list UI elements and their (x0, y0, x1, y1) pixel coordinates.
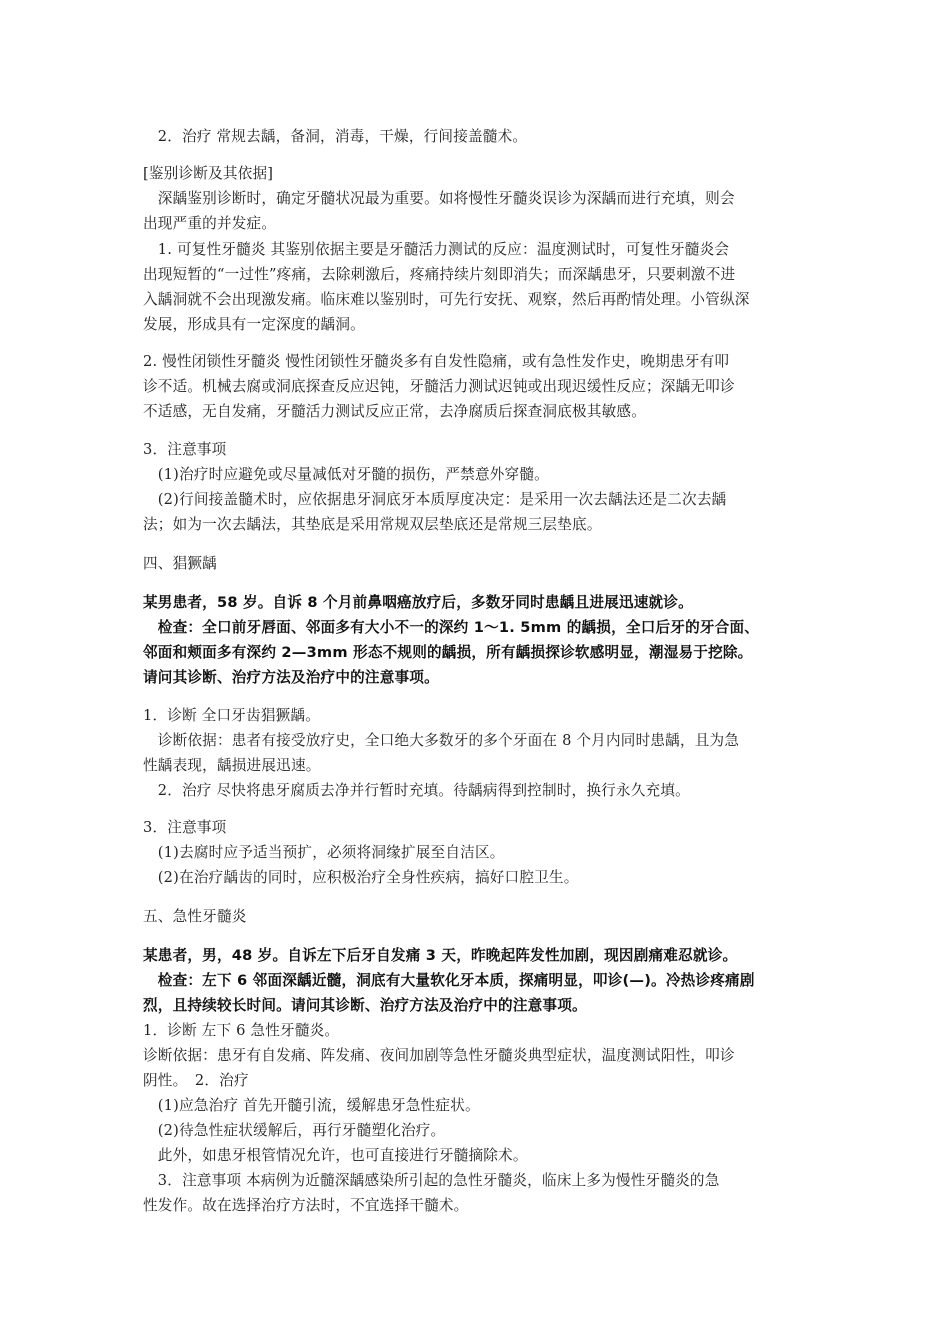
text-line: (2)行间接盖髓术时，应依据患牙洞底牙本质厚度决定：是采用一次去龋法还是二次去龋 (143, 491, 727, 508)
case-question: 请问其诊断、治疗方法及治疗中的注意事项。 (143, 669, 439, 686)
text-line: 性发作。故在选择治疗方法时，不宜选择干髓术。 (143, 1197, 469, 1214)
text-line: 深龋鉴别诊断时，确定牙髓状况最为重要。如将慢性牙髓炎误诊为深龋而进行充填，则会 (143, 190, 735, 207)
section-heading: 五、急性牙髓炎 (143, 908, 247, 925)
case-text: 检查：全口前牙唇面、邻面多有大小不一的深约 1～1. 5mm 的龋损，全口后牙的牙合面、 (143, 619, 760, 636)
text-line: 2．治疗 常规去龋，备洞，消毒，干燥，行间接盖髓术。 (143, 128, 528, 145)
text-line: 1. 可复性牙髓炎 其鉴别依据主要是牙髓活力测试的反应：温度测试时，可复性牙髓炎会 (143, 241, 730, 258)
text-line: (2)在治疗龋齿的同时，应积极治疗全身性疾病，搞好口腔卫生。 (143, 869, 579, 886)
text-line: (2)待急性症状缓解后，再行牙髓塑化治疗。 (143, 1122, 446, 1139)
text-line: 入龋洞就不会出现激发痛。临床难以鉴别时，可先行安抚、观察，然后再酌情处理。小管纵深 (143, 291, 750, 308)
text-line: 诊断依据：患者有接受放疗史，全口绝大多数牙的多个牙面在 8 个月内同时患龋，且为急 (143, 732, 740, 749)
text-line: 阴性。 2．治疗 (143, 1072, 249, 1089)
text-line: 2．治疗 尽快将患牙腐质去净并行暂时充填。待龋病得到控制时，换行永久充填。 (143, 782, 690, 799)
text-line: 此外，如患牙根管情况允许，也可直接进行牙髓摘除术。 (143, 1147, 528, 1164)
text-line: 3．注意事项 本病例为近髓深龋感染所引起的急性牙髓炎，临床上多为慢性牙髓炎的急 (143, 1172, 720, 1189)
subheading: 3．注意事项 (143, 441, 227, 458)
case-text: 某患者，男，48 岁。自诉左下后牙自发痛 3 天，昨晚起阵发性加剧，现因剧痛难忍就诊。 (143, 947, 738, 964)
case-text: 检查：左下 6 邻面深龋近髓，洞底有大量软化牙本质，探痛明显，叩诊(—)。冷热诊疼痛剧 (143, 972, 755, 989)
text-line: 出现短暂的“一过性”疼痛，去除刺激后，疼痛持续片刻即消失；而深龋患牙，只要刺激不进 (143, 266, 736, 283)
case-text: 某男患者，58 岁。自诉 8 个月前鼻咽癌放疗后，多数牙同时患龋且进展迅速就诊。 (143, 594, 693, 611)
text-line: 2. 慢性闭锁性牙髓炎 慢性闭锁性牙髓炎多有自发性隐痛，或有急性发作史，晚期患牙有叩 (143, 353, 730, 370)
case-text: 邻面和颊面多有深约 2—3mm 形态不规则的龋损，所有龋损探诊软感明显，潮湿易于挖除。 (143, 644, 753, 661)
text-line: 性龋表现，龋损进展迅速。 (143, 757, 321, 774)
text-line: (1)去腐时应予适当预扩，必须将洞缘扩展至自洁区。 (143, 844, 505, 861)
text-line: (1)治疗时应避免或尽量减低对牙髓的损伤，严禁意外穿髓。 (143, 466, 549, 483)
text-line: 发展，形成具有一定深度的龋洞。 (143, 316, 365, 333)
section-heading: [鉴别诊断及其依据] (143, 165, 274, 182)
text-line: 诊断依据：患牙有自发痛、阵发痛、夜间加剧等急性牙髓炎典型症状，温度测试阳性，叩诊 (143, 1047, 735, 1064)
text-line: 1．诊断 左下 6 急性牙髓炎。 (143, 1022, 340, 1039)
text-line: 不适感，无自发痛，牙髓活力测试反应正常，去净腐质后探查洞底极其敏感。 (143, 403, 646, 420)
text-line: 出现严重的并发症。 (143, 215, 277, 232)
subheading: 3．注意事项 (143, 819, 227, 836)
text-line: 1．诊断 全口牙齿猖獗龋。 (143, 707, 321, 724)
text-line: 诊不适。机械去腐或洞底探查反应迟钝，牙髓活力测试迟钝或出现迟缓性反应；深龋无叩诊 (143, 378, 735, 395)
text-line: 法；如为一次去龋法，其垫底是采用常规双层垫底还是常规三层垫底。 (143, 516, 602, 533)
case-question: 烈，且持续较长时间。请问其诊断、治疗方法及治疗中的注意事项。 (143, 997, 587, 1014)
section-heading: 四、猖獗龋 (143, 555, 217, 572)
text-line: (1)应急治疗 首先开髓引流，缓解患牙急性症状。 (143, 1097, 480, 1114)
